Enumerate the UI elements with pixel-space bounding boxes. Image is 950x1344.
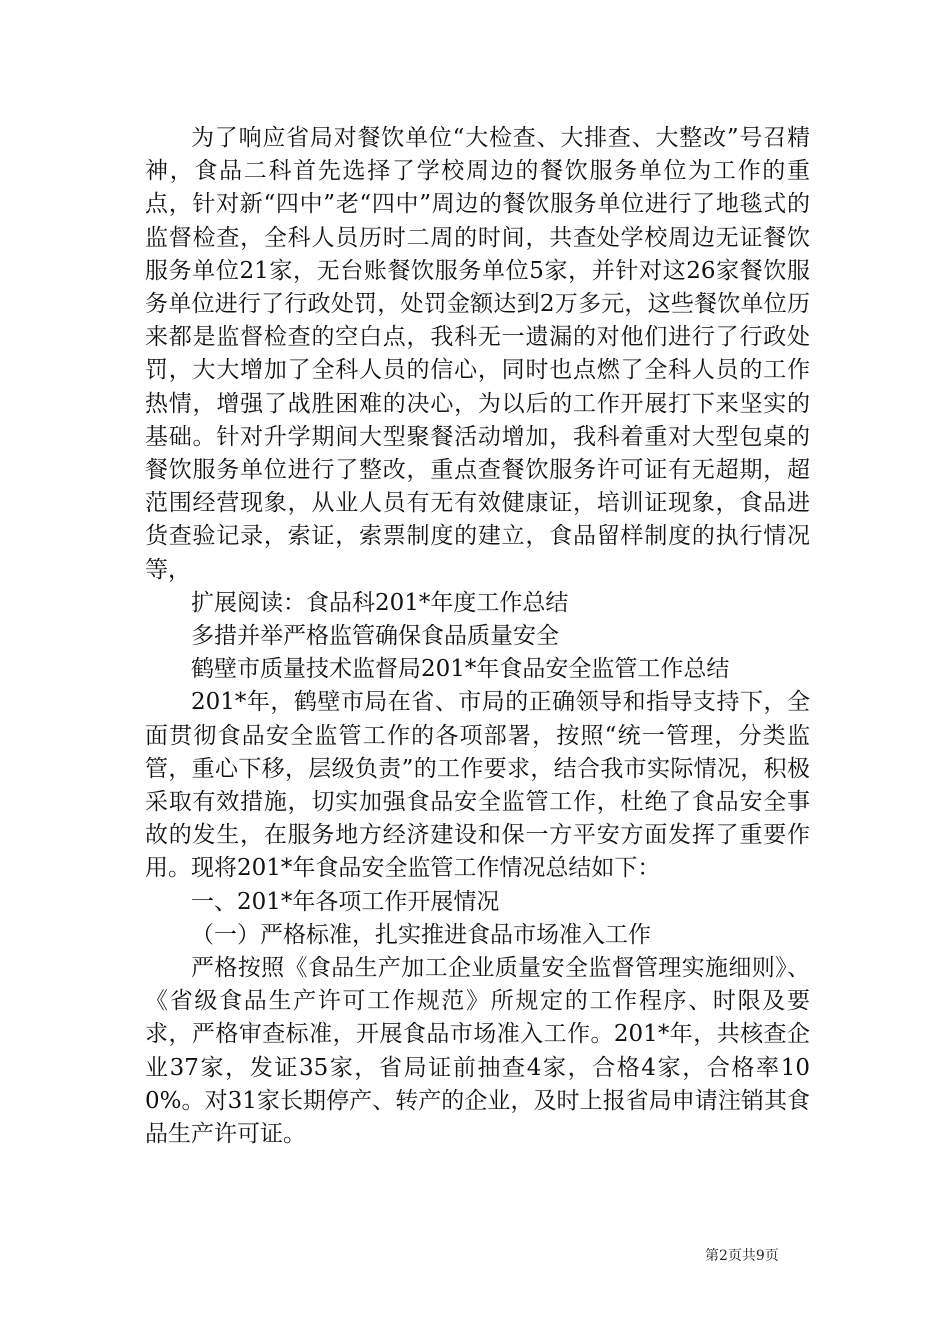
document-body — [145, 122, 810, 1151]
section-heading-1: 一、201*年各项工作开展情况 — [191, 888, 500, 915]
paragraph-overview: 201*年，鹤壁市局在省、市局的正确领导和指导支持下，全面贯彻食品安全监管工作的各项部署，按照“统一管理，分类监管，重心下移，层级负责”的工作要求，结合我市实际情况，积极采取有效措施，切实加强食品安全监管工作，杜绝了食品安全事故的发生，在服务地方经济建设和保一方平安方面发挥了重要作用。现将201*年食品安全监管工作情况总结如下： — [145, 689, 810, 882]
paragraph-market-access: 严格按照《食品生产加工企业质量安全监督管理实施细则》、《省级食品生产许可工作规范》所规定的工作程序、时限及要求，严格审查标准，开展食品市场准入工作。201*年，共核查企业37家，发证35家，省局证前抽查4家，合格4家，合格率100%。对31家长期停产、转产的企业，及时上报省局申请注销其食品生产许可证。 — [145, 955, 810, 1148]
paragraph-subtitle: 多措并举严格监管确保食品质量安全 — [191, 623, 559, 650]
subsection-heading-1: （一）严格标准，扎实推进食品市场准入工作 — [191, 921, 651, 948]
paragraph-report-title: 鹤壁市质量技术监督局201*年食品安全监管工作总结 — [191, 656, 730, 683]
page-number-footer: 第2页共9页 — [705, 1248, 779, 1264]
paragraph-school-dining-inspection: 为了响应省局对餐饮单位“大检查、大排查、大整改”号召精神，食品二科首先选择了学校周边的餐饮服务单位为工作的重点，针对新“四中”老“四中”周边的餐饮服务单位进行了地毯式的监督检查，全科人员历时二周的时间，共查处学校周边无证餐饮服务单位21家，无台账餐饮服务单位5家，并针对这26家餐饮服务单位进行了行政处罚，处罚金额达到2万多元，这些餐饮单位历来都是监督检查的空白点，我科无一遗漏的对他们进行了行政处罚，大大增加了全科人员的信心，同时也点燃了全科人员的工作热情，增强了战胜困难的决心，为以后的工作开展打下来坚实的基础。针对升学期间大型聚餐活动增加，我科着重对大型包桌的餐饮服务单位进行了整改，重点查餐饮服务许可证有无超期，超范围经营现象，从业人员有无有效健康证，培训证现象，食品进货查验记录，索证，索票制度的建立，食品留样制度的执行情况等， — [145, 125, 810, 583]
paragraph-extended-reading: 扩展阅读：食品科201*年度工作总结 — [191, 589, 569, 616]
